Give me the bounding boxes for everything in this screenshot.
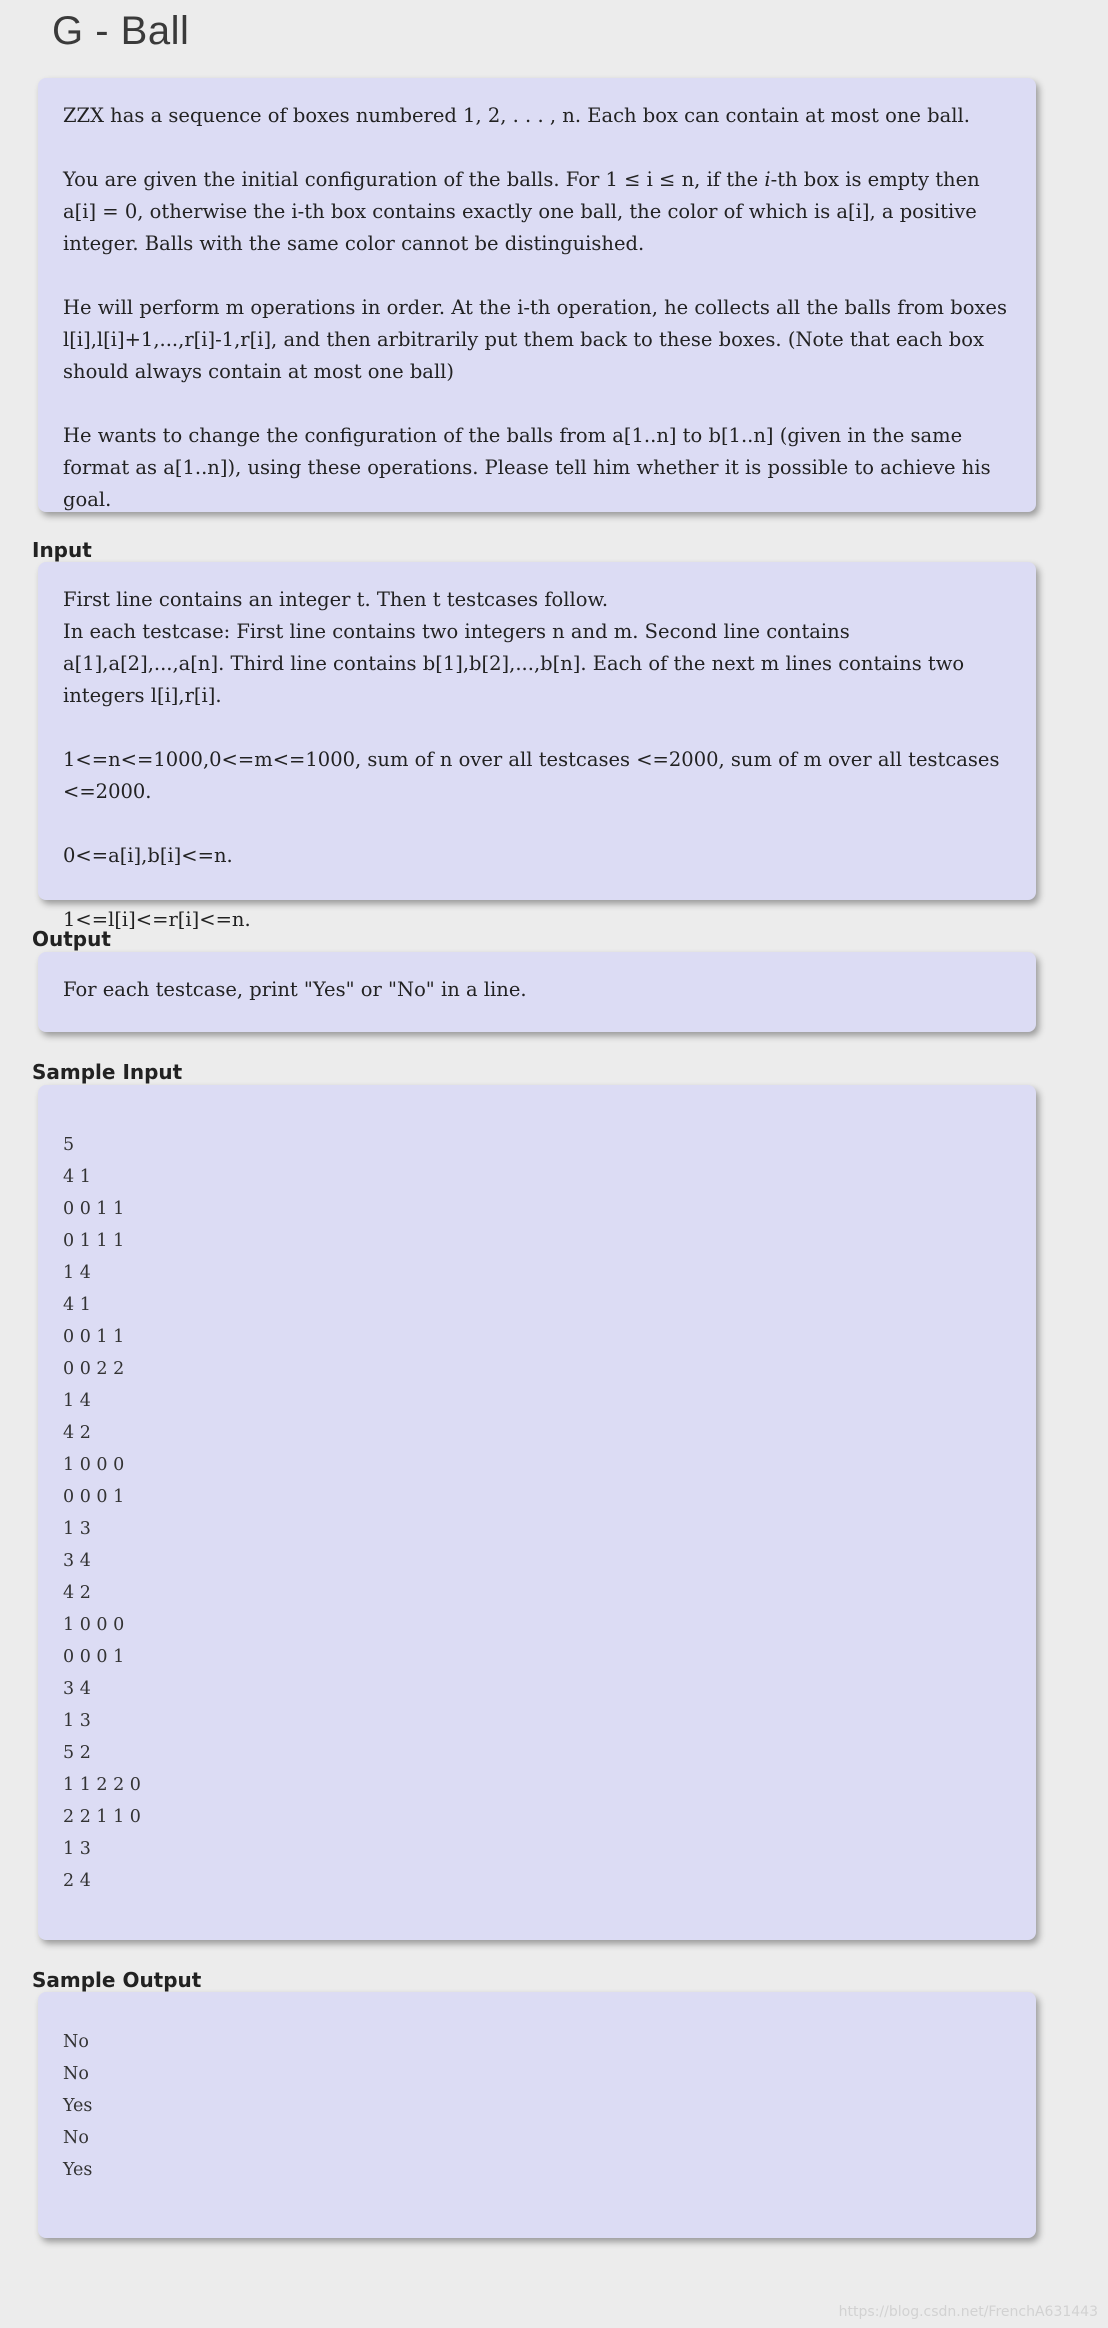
input-line-4: 0<=a[i],b[i]<=n. bbox=[63, 844, 233, 867]
description-paragraph-2: You are given the initial configuration of the balls. For 1 ≤ i ≤ n, if the i-th box is empty then a[i] = 0, otherwise the i-th box contains exactly one ball, the color of which is a[i], a positive integer. Balls with the same color cannot be distinguished. bbox=[63, 168, 980, 255]
problem-title: G - Ball bbox=[52, 9, 190, 53]
output-panel bbox=[38, 952, 1036, 1032]
watermark: https://blog.csdn.net/FrenchA631443 bbox=[838, 2304, 1098, 2320]
math-sequence: 1, 2, . . . , n bbox=[463, 104, 575, 127]
sample-output-panel bbox=[38, 1992, 1036, 2238]
output-text: For each testcase, print "Yes" or "No" in a line. bbox=[63, 978, 527, 1001]
sample-input-text: 5 4 1 0 0 1 1 0 1 1 1 1 4 4 1 0 0 1 1 0 0 2 2 1 4 4 2 1 0 0 0 0 0 0 1 1 3 3 4 4 2 1 0 0 0 0 0 0 1 3 4 1 3 5 2 1 1 2 2 0 2 2 1 1 0 1 3 2 4 bbox=[63, 1135, 141, 1891]
input-heading: Input bbox=[32, 538, 92, 562]
sample-output-text: No No Yes No Yes bbox=[63, 2032, 93, 2180]
math-ai-zero: a[i] = 0 bbox=[63, 200, 138, 223]
sample-input-panel bbox=[38, 1085, 1036, 1940]
math-i: i bbox=[764, 168, 771, 191]
output-heading: Output bbox=[32, 927, 111, 951]
input-line-2: In each testcase: First line contains two integers n and m. Second line contains a[1],a[2],...,a[n]. Third line contains b[1],b[2],...,b[n]. Each of the next m lines contains two integers l[i],r[i]. bbox=[63, 620, 965, 707]
sample-input-heading: Sample Input bbox=[32, 1060, 183, 1084]
description-paragraph-1: ZZX has a sequence of boxes numbered 1, 2, . . . , n. Each box can contain at most one ball. bbox=[63, 104, 970, 127]
description-panel bbox=[38, 78, 1036, 512]
input-line-3: 1<=n<=1000,0<=m<=1000, sum of n over all testcases <=2000, sum of m over all testcases <=2000. bbox=[63, 748, 1000, 803]
description-paragraph-4: He wants to change the configuration of the balls from a[1..n] to b[1..n] (given in the same format as a[1..n]), using these operations. Please tell him whether it is possible to achieve his goal. bbox=[63, 424, 991, 511]
math-range: 1 ≤ i ≤ n bbox=[605, 168, 695, 191]
sample-output-heading: Sample Output bbox=[32, 1968, 202, 1992]
input-panel bbox=[38, 562, 1036, 931]
input-line-5: 1<=l[i]<=r[i]<=n. bbox=[63, 908, 251, 931]
input-line-1: First line contains an integer t. Then t testcases follow. bbox=[63, 588, 609, 611]
description-paragraph-3: He will perform m operations in order. At the i-th operation, he collects all the balls from boxes l[i],l[i]+1,...,r[i]-1,r[i], and then arbitrarily put them back to these boxes. (Note that each box should always contain at most one ball) bbox=[63, 296, 1007, 383]
